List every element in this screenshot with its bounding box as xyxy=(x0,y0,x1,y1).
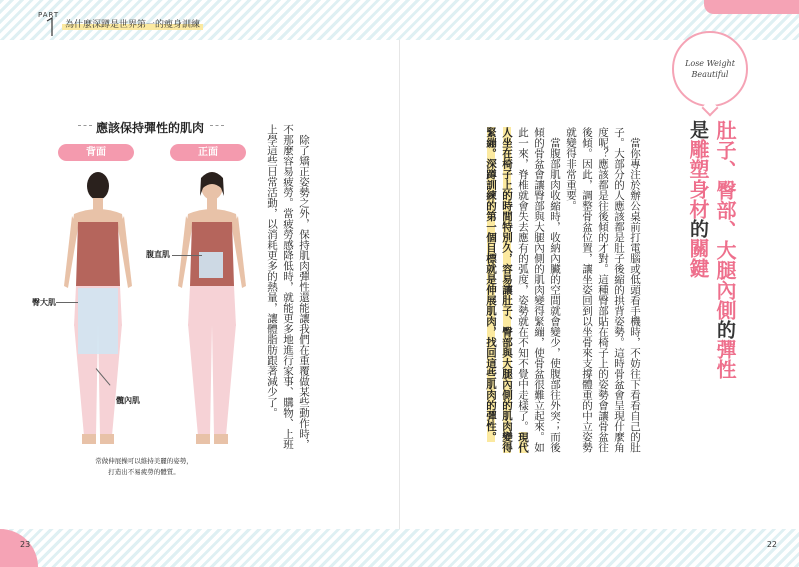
caption-line-2: 打造出不易疲勞的體質。 xyxy=(108,468,180,476)
page-number-left: 23 xyxy=(20,540,31,549)
front-view-label: 正面 xyxy=(170,144,246,161)
glute-leader xyxy=(56,302,78,303)
front-figure-illustration xyxy=(172,166,252,451)
figure-caption xyxy=(78,456,210,478)
figure-title: 應該保持彈性的肌肉 xyxy=(96,121,205,135)
chapter-title-line-2: 是雕塑身材的關鍵 xyxy=(686,120,710,278)
glute-label: 臀大肌 xyxy=(32,298,56,307)
adductor-label: 髖內肌 xyxy=(116,396,140,405)
right-page-body xyxy=(483,127,643,462)
page-gutter xyxy=(399,40,400,529)
running-header: 為什麼深蹲是世界第一的瘦身訓練 xyxy=(62,17,203,30)
badge-line-2: Beautiful xyxy=(691,70,729,79)
abs-label: 腹直肌 xyxy=(146,250,170,259)
highlighted-text: 現代人坐在椅子上的時間特別久，容易讓肚子、臀部與大腿內側的肌肉變得緊繃。深蹲訓練的第一個目標就是伸展肌肉，找回這些肌肉的彈性。 xyxy=(485,127,529,453)
badge-line-1: Lose Weight xyxy=(685,59,735,68)
caption-line-1: 常做伸展操可以維持美麗的姿勢， xyxy=(95,457,193,465)
page-number-right: 22 xyxy=(766,540,777,549)
abs-leader xyxy=(172,255,202,256)
back-figure-illustration xyxy=(58,166,138,451)
chapter-title-line-1: 肚子、臀部、大腿內側的彈性 xyxy=(713,120,737,379)
footer-stripe xyxy=(0,529,799,567)
corner-tab xyxy=(704,0,799,14)
left-page-body: 除了矯正姿勢之外，保持肌肉彈性還能讓我們在重覆做某些動作時，不那麼容易疲勞。當疲勞感降低時，就能更多地進行家事、購物、上班上學這些日常活動，以消耗更多的熱量，讓體脂肪跟著減少了。 xyxy=(266,124,310,450)
lose-weight-badge xyxy=(672,31,748,107)
body-paragraph-2: 當腹部肌肉收縮時，收納內臟的空間就會變少，使腹部往外突；而後傾的骨盆會讓臀部與大腿內側的肌肉變得緊繃，使骨盆很難立起來。如此一來，脊椎就會失去應有的弧度，姿勢就在不知不覺中走樣了。 xyxy=(517,127,561,453)
part-label: PART xyxy=(38,11,60,19)
part-one-icon xyxy=(44,17,58,37)
body-paragraph-1: 當你專注於辦公桌前打電腦或低頭看手機時，不妨往下看看自己的肚子。大部分的人應該都是肚子後縮的拱背姿勢。這時骨盆會呈現什麼角度呢？應該都是往後傾的才對。這種臀部貼在椅子上的姿勢會讓骨盆往後傾。因此，調整骨盆位置，讓坐姿回到以坐骨來支撐體重的中立姿勢就變得非常重要。 xyxy=(565,127,641,453)
back-view-label: 背面 xyxy=(58,144,134,161)
